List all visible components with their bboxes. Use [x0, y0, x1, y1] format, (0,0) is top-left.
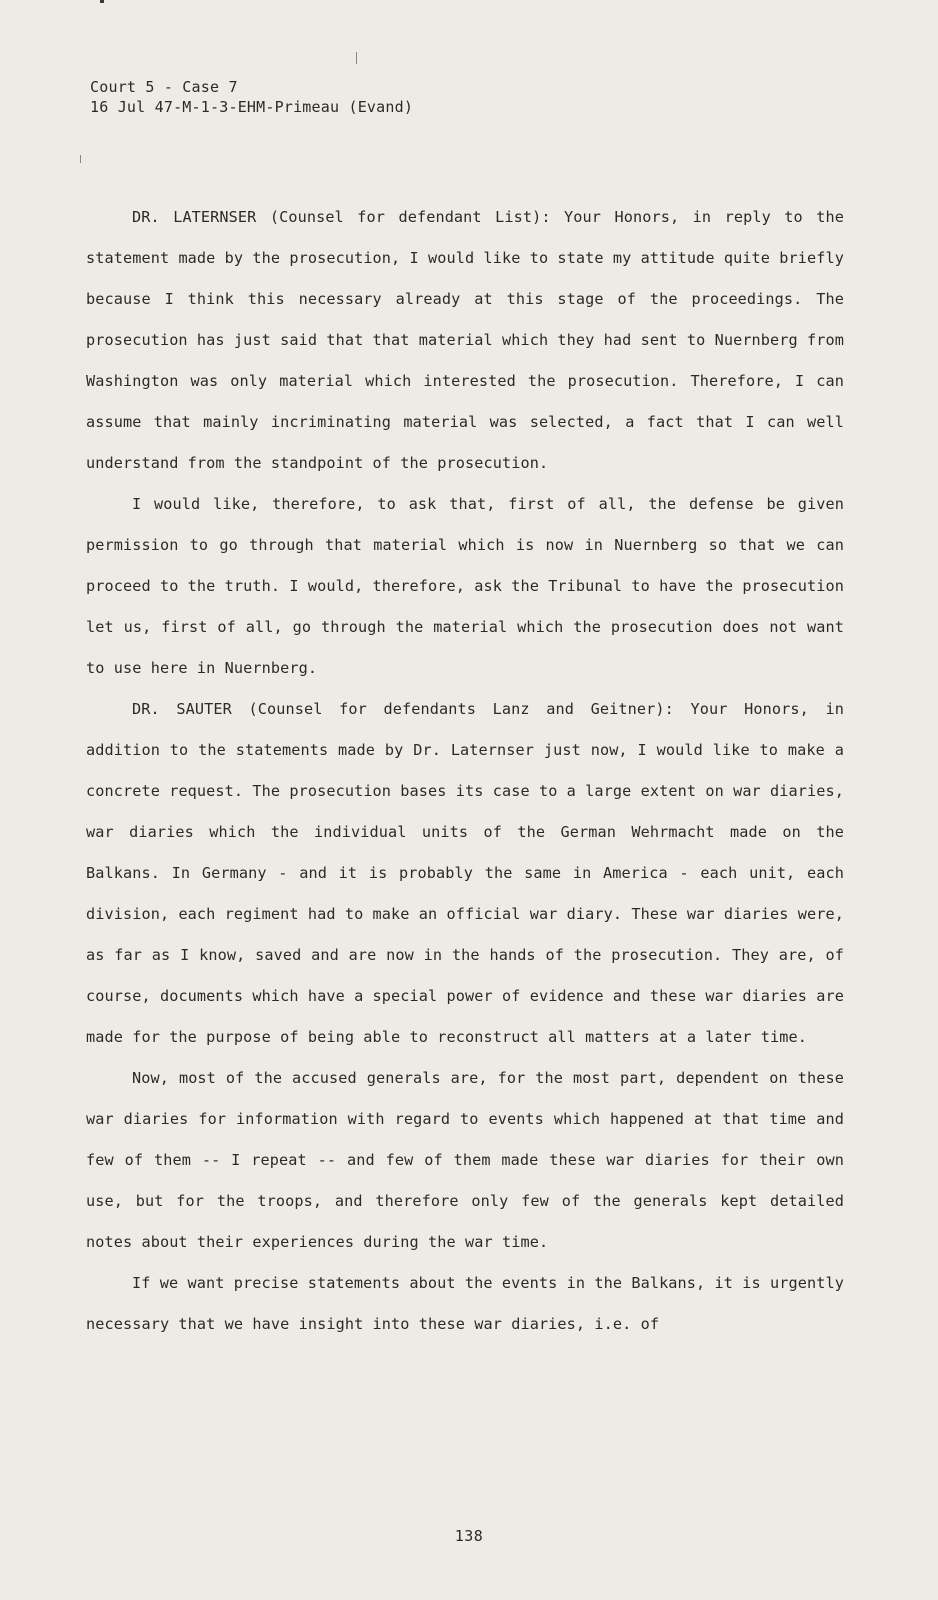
transcript-body: [86, 197, 844, 1345]
paragraph-laternser: DR. LATERNSER (Counsel for defendant List): Your Honors, in reply to the statement made by the prosecution, I would like to state my attitude quite briefly because I think this necessary already at this stage of the proceedings. The prosecution has just said that that material which they had sent to Nuernberg from Washington was only material which interested the prosecution. Therefore, I can assume that mainly incriminating material was selected, a fact that I can well understand from the standpoint of the prosecution.: [86, 208, 844, 472]
paragraph-generals-dependent: Now, most of the accused generals are, for the most part, dependent on these war diaries for information with regard to events which happened at that time and few of them -- I repeat -- and few of them made these war diaries for their own use, but for the troops, and therefore only few of the generals kept detailed notes about their experiences during the war time.: [86, 1069, 844, 1251]
paragraph-sauter: DR. SAUTER (Counsel for defendants Lanz and Geitner): Your Honors, in addition to the statements made by Dr. Laternser just now, I would like to make a concrete request. The prosecution bases its case to a large extent on war diaries, war diaries which the individual units of the German Wehrmacht made on the Balkans. In Germany - and it is probably the same in America - each unit, each division, each regiment had to make an official war diary. These war diaries were, as far as I know, saved and are now in the hands of the prosecution. They are, of course, documents which have a special power of evidence and these war diaries are made for the purpose of being able to reconstruct all matters at a later time.: [86, 700, 844, 1046]
paragraph-precise-statements: If we want precise statements about the events in the Balkans, it is urgently necessary that we have insight into these war diaries, i.e. of: [86, 1274, 844, 1333]
document-header: [90, 77, 413, 117]
paper-mark-left: [80, 155, 81, 163]
header-court-case: Court 5 - Case 7: [90, 78, 238, 96]
paragraph-request-material: I would like, therefore, to ask that, first of all, the defense be given permission to go through that material which is now in Nuernberg so that we can proceed to the truth. I would, therefore, ask the Tribunal to have the prosecution let us, first of all, go through the material which the prosecution does not want to use here in Nuernberg.: [86, 495, 844, 677]
header-session-code: 16 Jul 47-M-1-3-EHM-Primeau (Evand): [90, 98, 414, 116]
paper-mark-corner: [100, 0, 104, 3]
paper-mark-top: [356, 52, 357, 64]
page-number: 138: [454, 1527, 484, 1545]
